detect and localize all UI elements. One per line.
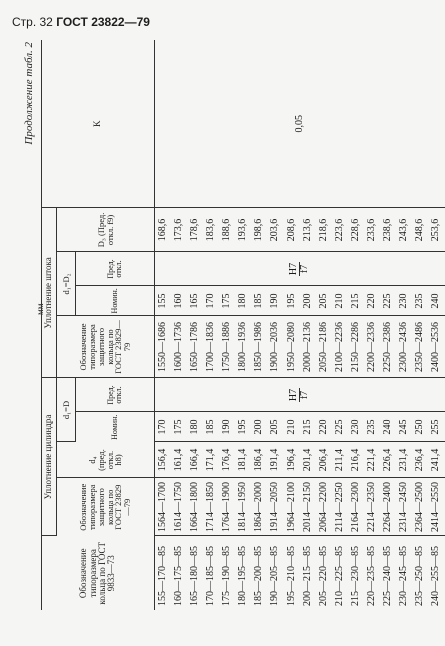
rod-nominal-cell: 165 (187, 286, 203, 316)
ring-designation-cell: 215—230—85 (349, 546, 361, 606)
d4-cell: 236,4 (413, 442, 429, 478)
rod-nominal-cell: 170 (203, 286, 219, 316)
cyl-protective-ring-cell: 1614—1750 (171, 478, 187, 536)
D3-cell: 253,6 (429, 208, 445, 252)
col-D3: D₃ (Пред. откл. f9) (57, 208, 155, 252)
rod-protective-ring-cell: 1700—1836 (203, 316, 219, 378)
cyl-nominal-cell: 205 (268, 412, 284, 442)
rod-nominal-cell: 220 (364, 286, 380, 316)
cyl-tol-lower: f7 (299, 390, 311, 400)
units-mark: мм (35, 303, 45, 315)
cyl-nominal-cell: 185 (203, 412, 219, 442)
rod-nominal-cell: 155 (155, 286, 172, 316)
ring-designation-cell: 160—175—85 (172, 546, 184, 606)
ring-designation-cell: 170—185—85 (205, 546, 217, 606)
rod-protective-ring-cell: 1950—2080 (284, 316, 300, 378)
rod-protective-ring-cell: 2000—2136 (300, 316, 316, 378)
ring-designation-cell: 210—225—85 (333, 546, 345, 606)
ring-designation-cell: 155—170—85 (156, 546, 168, 606)
table-caption: Продолжение табл. 2 (23, 42, 35, 145)
col-cyl-deviation: Пред. откл. (76, 378, 155, 412)
rod-protective-ring-cell: 1900—2036 (268, 316, 284, 378)
dimensions-table (41, 40, 445, 610)
D3-cell: 173,6 (171, 208, 187, 252)
rod-protective-ring-cell: 2250—2386 (380, 316, 396, 378)
d4-cell: 241,4 (429, 442, 445, 478)
cyl-nominal-cell: 175 (171, 412, 187, 442)
rod-protective-ring-cell: 2050—2186 (316, 316, 332, 378)
d4-cell: 206,4 (316, 442, 332, 478)
D3-cell: 198,6 (252, 208, 268, 252)
d4-cell: 196,4 (284, 442, 300, 478)
D3-cell: 233,6 (364, 208, 380, 252)
cyl-protective-ring-cell: 1814—1950 (235, 478, 251, 536)
rod-tolerance-cell (155, 252, 445, 286)
cyl-protective-ring-cell: 1664—1800 (187, 478, 203, 536)
ring-designation-cell: 200—215—85 (301, 546, 313, 606)
rod-protective-ring-cell: 1600—1736 (171, 316, 187, 378)
d4-cell: 156,4 (155, 442, 172, 478)
rotated-table-block (23, 40, 442, 610)
col-cyl-protective-ring: Обозначение типоразмера защитного кольца по ГОСТ 23829—79 (57, 478, 155, 536)
rod-nominal-cell: 235 (413, 286, 429, 316)
cyl-nominal-cell: 225 (332, 412, 348, 442)
d4-cell: 181,4 (235, 442, 251, 478)
cyl-protective-ring-cell: 2114—2250 (332, 478, 348, 536)
d4-cell: 211,4 (332, 442, 348, 478)
rod-tol-upper: H7 (287, 262, 299, 276)
D3-cell: 178,6 (187, 208, 203, 252)
cyl-protective-ring-cell: 2064—2200 (316, 478, 332, 536)
cyl-nominal-cell: 200 (252, 412, 268, 442)
cyl-protective-ring-cell: 2414—2550 (429, 478, 445, 536)
ring-designation-cell: 165—180—85 (188, 546, 200, 606)
cyl-nominal-cell: 195 (235, 412, 251, 442)
D3-cell: 203,6 (268, 208, 284, 252)
k-value-cell: 0,05 (155, 40, 445, 208)
ring-designation-cell: 180—195—85 (237, 546, 249, 606)
rod-nominal-cell: 205 (316, 286, 332, 316)
rod-nominal-cell: 160 (171, 286, 187, 316)
rod-nominal-cell: 200 (300, 286, 316, 316)
rod-protective-ring-cell: 1800—1936 (235, 316, 251, 378)
cyl-nominal-cell: 170 (155, 412, 172, 442)
d4-cell: 216,4 (348, 442, 364, 478)
cyl-protective-ring-cell: 1964—2100 (284, 478, 300, 536)
group-rod-seal: Уплотнение штока (42, 208, 57, 378)
ring-designation-cell: 205—220—85 (317, 546, 329, 606)
D3-cell: 228,6 (348, 208, 364, 252)
cyl-tol-upper: H7 (287, 388, 299, 402)
d4-cell: 171,4 (203, 442, 219, 478)
cyl-protective-ring-cell: 2014—2150 (300, 478, 316, 536)
cyl-nominal-cell: 255 (429, 412, 445, 442)
col-d1-D2: d₁=D₂ (57, 252, 76, 316)
rod-protective-ring-cell: 2150—2286 (348, 316, 364, 378)
d4-cell: 161,4 (171, 442, 187, 478)
rod-nominal-cell: 240 (429, 286, 445, 316)
rod-nominal-cell: 230 (396, 286, 412, 316)
cyl-protective-ring-cell: 1764—1900 (219, 478, 235, 536)
D3-cell: 183,6 (203, 208, 219, 252)
D3-cell: 193,6 (235, 208, 251, 252)
ring-designation-cell: 190—205—85 (269, 546, 281, 606)
cyl-protective-ring-cell: 2214—2350 (364, 478, 380, 536)
rod-nominal-cell: 190 (268, 286, 284, 316)
col-rod-deviation: Пред. откл. (76, 252, 155, 286)
cyl-nominal-cell: 245 (396, 412, 412, 442)
rod-protective-ring-cell: 1750—1886 (219, 316, 235, 378)
ring-designation-cell: 230—245—85 (398, 546, 410, 606)
rod-nominal-cell: 225 (380, 286, 396, 316)
cyl-nominal-cell: 250 (413, 412, 429, 442)
cyl-tolerance-cell (155, 378, 445, 412)
ring-designation-cell: 225—240—85 (382, 546, 394, 606)
rod-protective-ring-cell: 1650—1786 (187, 316, 203, 378)
group-cylinder-seal: Уплотнение цилиндра (42, 378, 57, 536)
d4-cell: 201,4 (300, 442, 316, 478)
ring-designation-cell: 175—190—85 (221, 546, 233, 606)
rod-protective-ring-cell: 2300—2436 (396, 316, 412, 378)
d4-cell: 226,4 (380, 442, 396, 478)
rod-nominal-cell: 180 (235, 286, 251, 316)
rod-nominal-cell: 195 (284, 286, 300, 316)
col-cyl-nominal: Номин. (76, 412, 155, 442)
cyl-nominal-cell: 240 (380, 412, 396, 442)
col-rod-protective-ring: Обозначение типоразмера защитного кольца по ГОСТ 23829—79 (57, 316, 155, 378)
D3-cell: 223,6 (332, 208, 348, 252)
page-header (12, 15, 150, 29)
rod-nominal-cell: 185 (252, 286, 268, 316)
cyl-protective-ring-cell: 2314—2450 (396, 478, 412, 536)
rod-nominal-cell: 215 (348, 286, 364, 316)
d4-cell: 176,4 (219, 442, 235, 478)
d4-cell: 191,4 (268, 442, 284, 478)
rod-nominal-cell: 175 (219, 286, 235, 316)
cyl-protective-ring-cell: 2264—2400 (380, 478, 396, 536)
table-body (155, 40, 445, 610)
cyl-nominal-cell: 220 (316, 412, 332, 442)
cyl-protective-ring-cell: 2164—2300 (348, 478, 364, 536)
rod-protective-ring-cell: 1850—1986 (252, 316, 268, 378)
rod-tol-lower: f7 (299, 264, 311, 274)
D3-cell: 168,6 (155, 208, 172, 252)
cyl-nominal-cell: 215 (300, 412, 316, 442)
D3-cell: 248,6 (413, 208, 429, 252)
cyl-protective-ring-cell: 1564—1700 (155, 478, 172, 536)
D3-cell: 243,6 (396, 208, 412, 252)
cyl-nominal-cell: 190 (219, 412, 235, 442)
page-number: Стр. 32 (12, 15, 53, 29)
cyl-protective-ring-cell: 1714—1850 (203, 478, 219, 536)
D3-cell: 208,6 (284, 208, 300, 252)
cyl-protective-ring-cell: 1914—2050 (268, 478, 284, 536)
d4-cell: 166,4 (187, 442, 203, 478)
d4-cell: 221,4 (364, 442, 380, 478)
rod-protective-ring-cell: 2200—2336 (364, 316, 380, 378)
ring-designation-cell: 220—235—85 (366, 546, 378, 606)
D3-cell: 213,6 (300, 208, 316, 252)
col-rod-nominal: Номин. (76, 286, 155, 316)
d4-cell: 231,4 (396, 442, 412, 478)
table-row (155, 40, 172, 610)
cyl-nominal-cell: 230 (348, 412, 364, 442)
col-ring-designation: Обозначение типоразмера кольца по ГОСТ 9833—73 (42, 536, 155, 610)
d4-cell: 186,4 (252, 442, 268, 478)
cyl-nominal-cell: 235 (364, 412, 380, 442)
col-d1-D: d₁=D (57, 378, 76, 442)
D3-cell: 218,6 (316, 208, 332, 252)
D3-cell: 188,6 (219, 208, 235, 252)
cyl-nominal-cell: 180 (187, 412, 203, 442)
standard-code: ГОСТ 23822—79 (56, 15, 150, 29)
rod-protective-ring-cell: 2400—2536 (429, 316, 445, 378)
D3-cell: 238,6 (380, 208, 396, 252)
ring-designation-cell: 240—255—85 (430, 546, 442, 606)
cyl-protective-ring-cell: 1864—2000 (252, 478, 268, 536)
cyl-protective-ring-cell: 2364—2500 (413, 478, 429, 536)
col-k: K (42, 40, 155, 208)
rod-protective-ring-cell: 2100—2236 (332, 316, 348, 378)
cyl-nominal-cell: 210 (284, 412, 300, 442)
rod-protective-ring-cell: 1550—1686 (155, 316, 172, 378)
rod-protective-ring-cell: 2350—2486 (413, 316, 429, 378)
rod-nominal-cell: 210 (332, 286, 348, 316)
ring-designation-cell: 195—210—85 (285, 546, 297, 606)
ring-designation-cell: 235—250—85 (414, 546, 426, 606)
col-d4: d₄ (пред. откл. h8) (57, 442, 155, 478)
ring-designation-cell: 185—200—85 (253, 546, 265, 606)
